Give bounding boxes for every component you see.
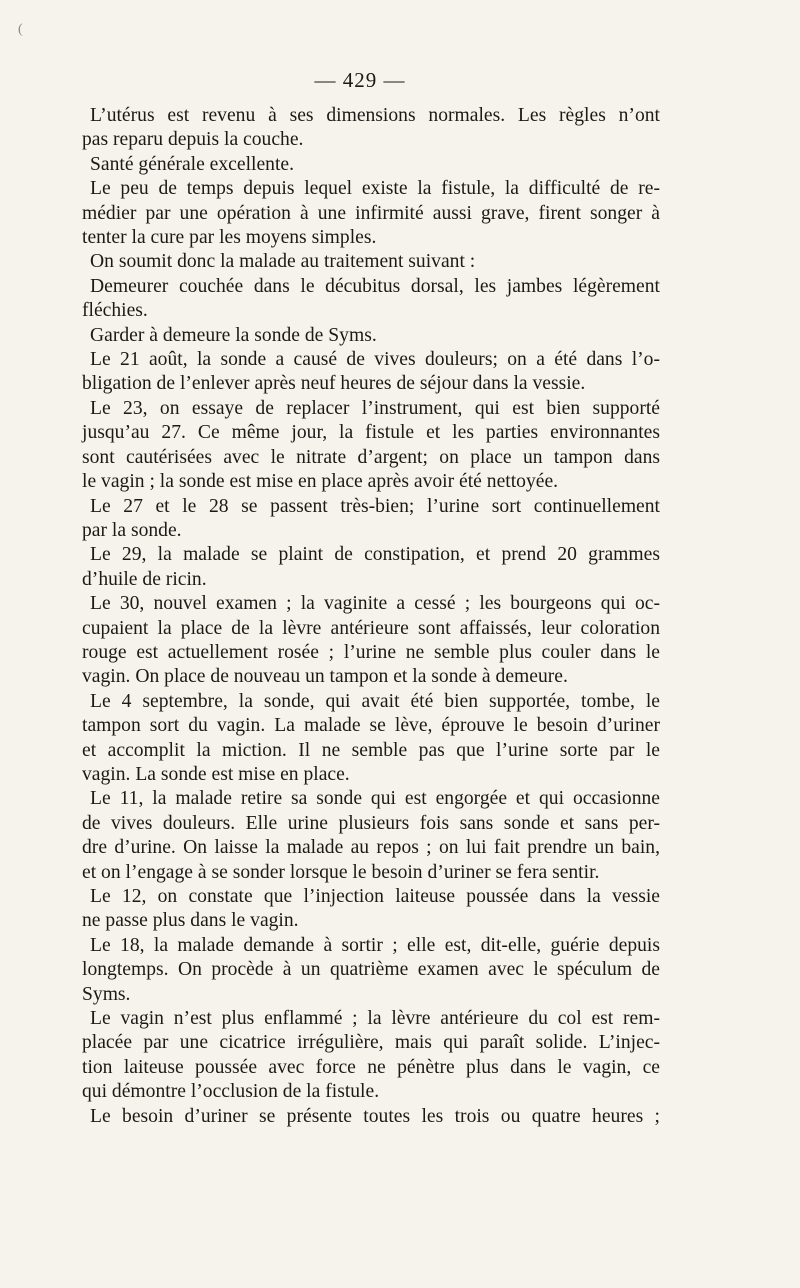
text-line: bligation de l’enlever après neuf heures de séjour dans la vessie. — [82, 373, 586, 395]
text-line: qui démontre l’occlusion de la fistule. — [82, 1081, 380, 1103]
text-line: médier par une opération à une infirmité aussi grave, firent songer à — [82, 202, 660, 224]
text-line: Le 23, on essaye de replacer l’instrument, qui est bien supporté — [90, 397, 660, 419]
text-line: ne passe plus dans le vagin. — [82, 910, 299, 932]
text-line: longtemps. On procède à un quatrième examen avec le spéculum de — [82, 959, 660, 981]
text-line: Le 18, la malade demande à sortir ; elle est, dit-elle, guérie depuis — [90, 934, 660, 956]
text-line: tampon sort du vagin. La malade se lève, éprouve le besoin d’uriner — [82, 715, 660, 737]
text-line: Garder à demeure la sonde de Syms. — [90, 324, 377, 346]
text-line: Le peu de temps depuis lequel existe la fistule, la difficulté de re- — [90, 178, 660, 200]
text-line: dre d’urine. On laisse la malade au repos ; on lui fait prendre un bain, — [82, 837, 660, 859]
text-line: Syms. — [82, 983, 131, 1005]
text-line: et accomplit la miction. Il ne semble pas que l’urine sorte par le — [82, 739, 660, 761]
text-line: On soumit donc la malade au traitement suivant : — [90, 251, 476, 273]
text-line: placée par une cicatrice irrégulière, mais qui paraît solide. L’injec- — [82, 1032, 660, 1054]
page-number: — 429 — — [314, 68, 406, 92]
text-line: tenter la cure par les moyens simples. — [82, 227, 377, 249]
text-line: Le 4 septembre, la sonde, qui avait été bien supportée, tombe, le — [90, 690, 660, 712]
body-text — [82, 104, 660, 1129]
text-line: Le 27 et le 28 se passent très-bien; l’urine sort continuellement — [90, 495, 660, 517]
text-line: fléchies. — [82, 300, 148, 322]
text-line: Le 12, on constate que l’injection laiteuse poussée dans la vessie — [90, 886, 660, 907]
text-line: Le 21 août, la sonde a causé de vives douleurs; on a été dans l’o- — [90, 349, 660, 371]
text-line: pas reparu depuis la couche. — [82, 129, 304, 151]
text-line: Le besoin d’uriner se présente toutes les trois ou quatre heures ; — [90, 1105, 660, 1127]
text-line: de vives douleurs. Elle urine plusieurs fois sans sonde et sans per- — [82, 812, 660, 834]
text-line: et on l’engage à se sonder lorsque le besoin d’uriner se fera sentir. — [82, 861, 600, 883]
text-line: Santé générale excellente. — [90, 153, 294, 175]
text-line: tion laiteuse poussée avec force ne pénètre plus dans le vagin, ce — [82, 1056, 660, 1078]
text-line: d’huile de ricin. — [82, 568, 207, 590]
text-line: sont cautérisées avec le nitrate d’argent; on place un tampon dans — [82, 446, 660, 468]
text-line: L’utérus est revenu à ses dimensions normales. Les règles n’ont — [90, 105, 660, 126]
text-line: Le vagin n’est plus enflammé ; la lèvre antérieure du col est rem- — [90, 1008, 660, 1030]
text-line: Le 11, la malade retire sa sonde qui est engorgée et qui occasionne — [90, 788, 660, 810]
text-line: Le 30, nouvel examen ; la vaginite a cessé ; les bourgeons qui oc- — [90, 593, 660, 615]
text-line: jusqu’au 27. Ce même jour, la fistule et les parties environnantes — [82, 422, 660, 444]
text-line: Le 29, la malade se plaint de constipation, et prend 20 grammes — [90, 544, 660, 566]
text-line: vagin. La sonde est mise en place. — [82, 763, 350, 785]
paper-speck-mark: ( — [18, 22, 23, 37]
text-line: Demeurer couchée dans le décubitus dorsal, les jambes légèrement — [90, 275, 660, 297]
text-line: par la sonde. — [82, 519, 182, 541]
text-line: vagin. On place de nouveau un tampon et la sonde à demeure. — [82, 666, 568, 688]
text-line: rouge est actuellement rosée ; l’urine ne semble plus couler dans le — [82, 641, 660, 663]
text-line: cupaient la place de la lèvre antérieure sont affaissés, leur coloration — [82, 617, 660, 639]
text-line: le vagin ; la sonde est mise en place après avoir été nettoyée. — [82, 471, 559, 493]
